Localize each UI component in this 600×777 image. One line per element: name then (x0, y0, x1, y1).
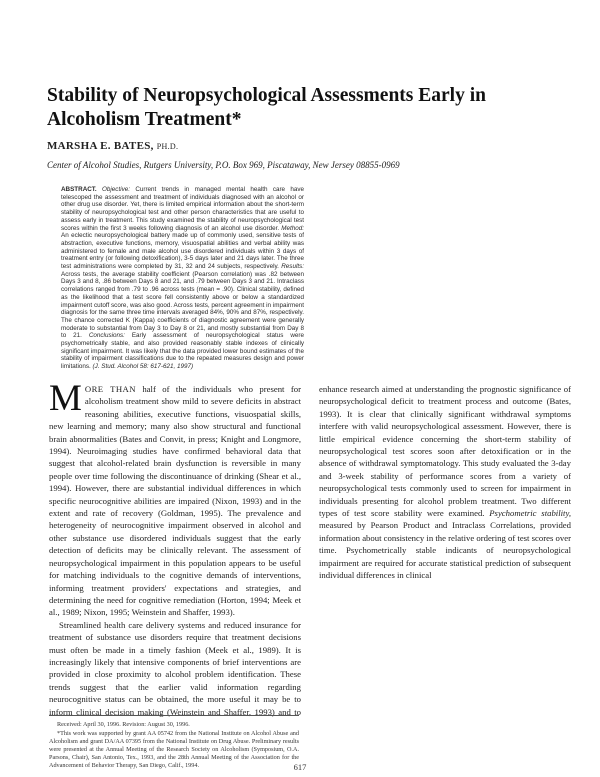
body-paragraph-1 (49, 378, 302, 619)
abstract-objective: Current trends in managed mental health care have telescoped the assessment and treatment of individuals diagnosed with an alcohol or other drug use disorder. Yet, there is limited empirical information about the short-term stability of neuropsychological test and other person characteristics that are useful to assess early in treatment. This study examined the stability of neuropsychological test scores within the first 3 weeks following diagnosis of an alcohol use disorder. (61, 186, 305, 232)
abstract-conclusions-label: Conclusions: (88, 332, 125, 340)
author-affiliation: Center of Alcohol Studies, Rutgers University, P.O. Box 969, Piscataway, New Jersey 08855-0969 (47, 160, 400, 170)
body-paragraph-2-emphasis: Psychometric stability, (489, 508, 571, 519)
abstract-objective-label: Objective: (102, 186, 130, 193)
author-degree: PH.D. (156, 142, 179, 151)
abstract-method-label: Method: (281, 224, 304, 232)
article-title: Stability of Neuropsychological Assessments Early in Alcoholism Treatment* (47, 85, 486, 130)
abstract-results-label: Results: (281, 263, 304, 271)
abstract-citation: (J. Stud. Alcohol 58: 617-621, 1997) (92, 363, 194, 371)
abstract-text (61, 186, 304, 371)
body-paragraph-2-text-a: Streamlined health care delivery systems and reduced insurance for treatment of substance use disorders require that treatment decisions must often be made in a timely fashion (Meek et al., 1989). It is increasingly likely that intensive components of brief interventions are provided in close proximity to alcohol problem identification. These trends suggest that the earlier valid information regarding neurocognitive status can be obtained, the more useful it may be to inform clinical decision making (Weinstein and Shaffer, 1993) and to enhance research aimed at understanding the prognostic significance of neuropsychological deficit to treatment process and outcome (Bates, 1993). It is clear that clinically significant withdrawal symptoms interfere with valid neuropsychological assessment. However, there is little empirical evidence concerning the short-term stability of neuropsychological test scores soon after detoxification or in the absence of withdrawal symptomatology. This study evaluated the 3-day and 3-week stability of performance scores from a variety of neuropsychological tests commonly used to screen for impairment in individuals presenting for alcohol problem treatment. Two different types of test score stability were examined. (49, 384, 571, 717)
abstract (61, 186, 557, 372)
author (47, 140, 178, 152)
page-number: 617 (293, 762, 307, 772)
abstract-lead: ABSTRACT. (61, 186, 97, 193)
abstract-results: Across tests, the average stability coefficient (Pearson correlation) was .82 between Days 3 and 8, .86 between Days 8 and 21, and .79 between Days 3 and 21. Intraclass correlations ranged from .79 to .96 across tests (mean = .90). Clinical stability, defined as the likelihood that a test score fell consistently above or below a standardized impairment cutoff score, was also good. Across tests, percent agreement in impairment diagnosis for the same three time intervals averaged 84%, 90% and 87%, respectively. The chance corrected K (Kappa) coefficients of diagnostic agreement were generally moderate to substantial from Day 3 to Day 8 or 21, and mostly substantial from Day 8 to 21. (61, 270, 304, 340)
body-paragraph-1-text: half of the individuals who present for alcoholism treatment show mild to severe deficits in abstract reasoning abilities, executive functions, visuospatial skills, new learning and memory; many also show structural and functional brain abnormalities (Bates and Convit, in press; Knight and Longmore, 1994). Neuroimaging studies have confirmed behavioral data that suggest that alcohol-related brain dysfunction is reversible in many people over time following the discontinuance of drinking (Shear et al., 1994). However, there are substantial individual differences in which specific neurocognitive abilities are impaired (Nixon, 1993) and in the extent and rate of recovery (Goldman, 1995). The prevalence and heterogeneity of neurocognitive impairment observed in alcohol and other substance use disordered individuals suggest that the early detection of deficits may be clinically relevant. The assessment of neuropsychological impairment in this population appears to be useful for matching individuals to the cognitive demands of interventions, informing treatment providers' expectations and strategies, and determining the need for cognitive remediation (Horton, 1994; Meek et al., 1989; Nixon, 1995; Weinstein and Shaffer, 1993). (49, 384, 302, 618)
body-paragraph-2-text-b: measured by Pearson Product and Intraclass Correlations, provided information about consistency in the relative ordering of test scores over time. Psychometrically stable indicants of neuropsychological impairment are required for accurate statistical prediction of subsequent individual differences in clinical (319, 520, 571, 581)
footnote-received: Received: April 30, 1996. Revision: August 30, 1996. (57, 721, 190, 728)
footnote-funding: *This work was supported by grant AA 05742 from the National Institute on Alcohol Abuse and Alcoholism and grant DA/AA 07395 from the National Institute on Drug Abuse. Preliminary results were presented at the Annual Meeting of the Research Society on Alcoholism (Symposium, O.A. Parsons, Chair), San Antonio, Tex., 1993, and the 28th Annual Meeting of the Association for the Advancement of Behavior Therapy, San Diego, Calif., 1994. (49, 730, 299, 769)
drop-cap: M (49, 378, 82, 419)
abstract-method: An eclectic neuropsychological battery made up of commonly used, sensitive tests of abstraction, executive functions, memory, visuospatial abilities and verbal ability was administered to female and male alcohol use disordered individuals within 3 days of treatment entry (or following detoxification), 3-5 days later and 21 days later. The three test administrations were completed by 31, 32 and 24 subjects, respectively. (61, 232, 304, 271)
lead-small-caps: ORE THAN (84, 384, 136, 394)
article-body (49, 378, 571, 718)
abstract-conclusions: Early assessment of neuropsychological status were psychometrically stable, and also provided reasonably stable indexes of clinically significant impairment. It was likely that the data provided lower bound estimates of the stability of impairment classifications due to the repeated measures design and power limitations. (61, 332, 304, 371)
author-name: MARSHA E. BATES, (47, 140, 154, 152)
